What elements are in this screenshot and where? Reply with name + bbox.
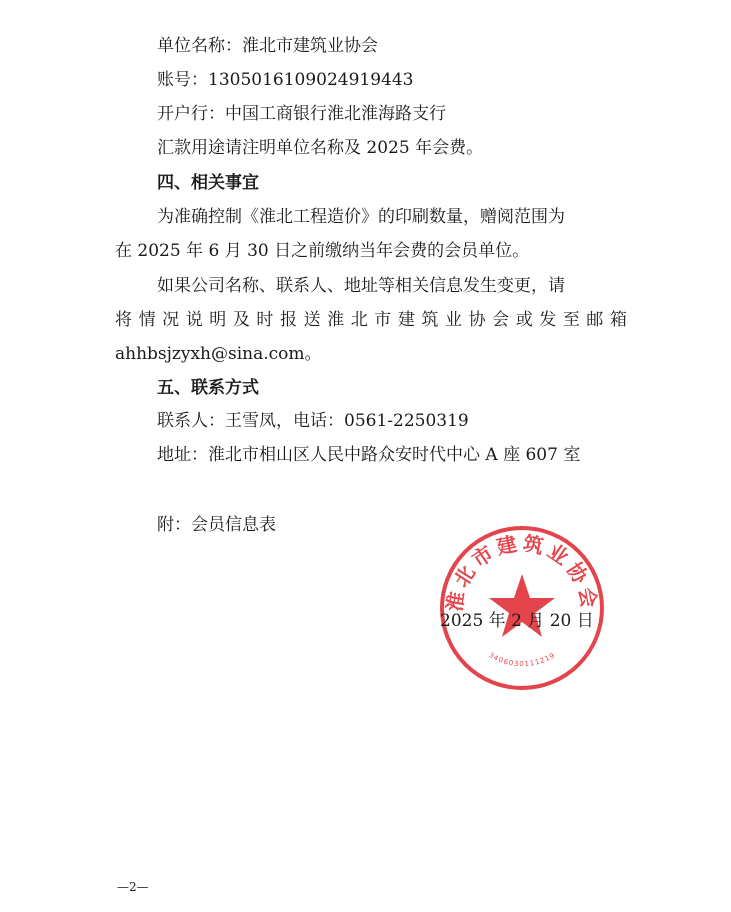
- email-link: ahhbsjzyxh@sina.com。: [115, 344, 322, 364]
- svg-text:3406030111219: [487, 651, 556, 668]
- seal-code: 3406030111219: [487, 651, 557, 669]
- seal-text: 淮北市建筑业协会: [442, 530, 602, 614]
- section-4-heading: 四、相关事宜: [157, 173, 259, 193]
- section-4-para2-line1: 如果公司名称、联系人、地址等相关信息发生变更，请: [157, 276, 565, 296]
- page-number: —2—: [117, 880, 149, 894]
- section-4-para2-line2: 将情况说明及时报送淮北市建筑业协会或发至邮箱: [115, 310, 627, 330]
- section-4-para1-line2: 在 2025 年 6 月 30 日之前缴纳当年会费的会员单位。: [115, 241, 530, 261]
- purpose-line: 汇款用途请注明单位名称及 2025 年会费。: [157, 138, 484, 158]
- unit-name-line: 单位名称：淮北市建筑业协会: [157, 36, 378, 56]
- section-4-para1-line1: 为准确控制《淮北工程造价》的印刷数量，赠阅范围为: [157, 207, 565, 227]
- document-date: 2025 年 2 月 20 日: [440, 611, 594, 631]
- address-line: 地址：淮北市相山区人民中路众安时代中心 A 座 607 室: [157, 445, 581, 465]
- official-seal-stamp: [436, 522, 608, 694]
- section-5-heading: 五、联系方式: [157, 378, 259, 398]
- contact-line: 联系人：王雪凤，电话：0561-2250319: [157, 411, 469, 431]
- account-line: 账号：1305016109024919443: [157, 70, 414, 90]
- attachment-line: 附：会员信息表: [157, 515, 276, 535]
- bank-line: 开户行：中国工商银行淮北淮海路支行: [157, 104, 446, 124]
